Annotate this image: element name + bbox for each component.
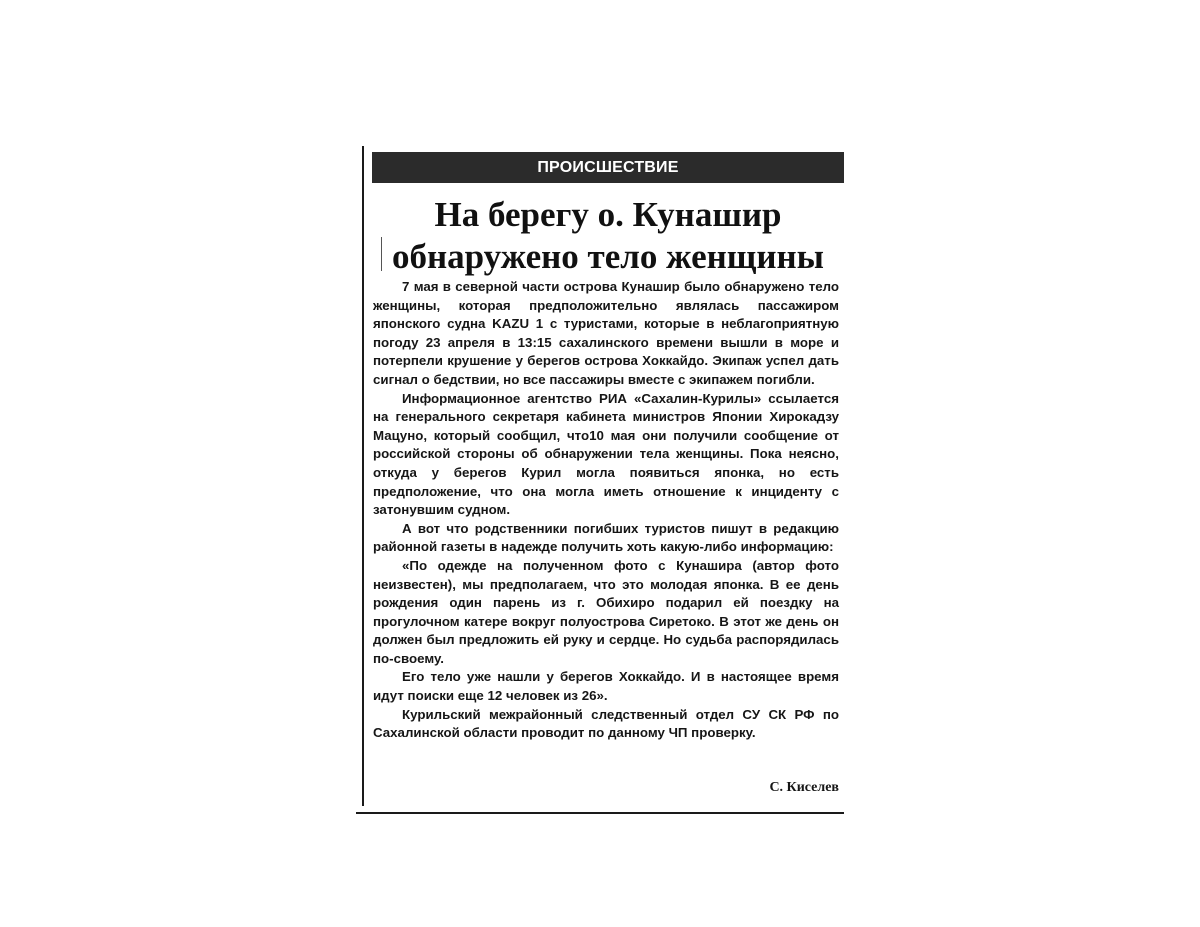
bottom-border-rule bbox=[356, 812, 844, 814]
newspaper-clipping bbox=[362, 146, 844, 814]
headline-line-1: На берегу о. Кунашир bbox=[434, 195, 782, 234]
paragraph: 7 мая в северной части острова Кунашир было обнаружено тело женщины, которая предположительно являлась пассажиром японского судна KAZU 1 с туристами, которые в неблагоприятную погоду 23 апреля в 13:15 сахалинского времени вышли в море и потерпели крушение у берегов острова Хоккайдо. Экипаж успел дать сигнал о бедствии, но все пассажиры вместе с экипажем погибли. bbox=[373, 279, 839, 387]
paragraph: Информационное агентство РИА «Сахалин-Курилы» ссылается на генерального секретаря кабинета министров Японии Хирокадзу Мацуно, который сообщил, что10 мая они получили сообщение от российской стороны об обнаружении тела женщины. Пока неясно, откуда у берегов Курил могла появиться японка, но есть предположение, что она могла иметь отношение к инциденту с затонувшим судном. bbox=[373, 390, 839, 518]
left-border-rule bbox=[362, 146, 364, 806]
headline bbox=[372, 194, 844, 278]
text-cursor bbox=[381, 237, 382, 271]
paragraph: Курильский межрайонный следственный отдел СУ СК РФ по Сахалинской области проводит по данному ЧП проверку. bbox=[373, 706, 839, 741]
paragraph: «По одежде на полученном фото с Кунашира (автор фото неизвестен), мы предполагаем, что это молодая японка. В ее день рождения один парень из г. Обихиро подарил ей поездку на прогулочном катере вокруг полуострова Сиретоко. В этот же день он должен был предложить ей руку и сердце. Но судьба распорядилась по-своему. bbox=[373, 557, 839, 666]
paragraph: А вот что родственники погибших туристов пишут в редакцию районной газеты в надежде получить хоть какую-либо информацию: bbox=[373, 520, 839, 555]
paragraph: Его тело уже нашли у берегов Хоккайдо. И в настоящее время идут поиски еще 12 человек из 26». bbox=[373, 669, 839, 704]
article-body bbox=[373, 278, 839, 743]
rubric-bar: ПРОИСШЕСТВИЕ bbox=[372, 152, 844, 183]
author-signature: С. Киселев bbox=[769, 780, 839, 795]
headline-line-2: обнаружено тело женщины bbox=[391, 237, 824, 276]
